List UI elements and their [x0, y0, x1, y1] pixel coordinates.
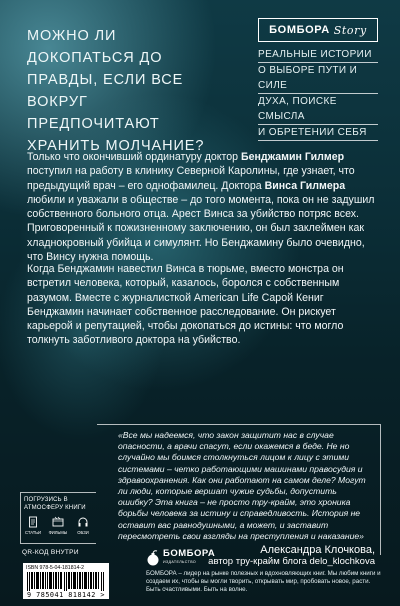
- headphones-icon: [77, 516, 89, 528]
- synopsis-text: любили и уважали в обществе – до того момента, пока он не задушил собственного больного отца. Арест Винса за убийство потряс всех. Приговоренный к пожизненному заключению, он был заклеймен как хладнокровный убийца и симулянт. Но Бенджамину было очевидно, что Винсу нужна помощь.: [27, 193, 375, 264]
- publisher-logo: [146, 549, 216, 567]
- antagonist-name: Винса Гилмера: [264, 179, 346, 192]
- series-logo: [258, 18, 378, 42]
- immerse-item-articles: [22, 516, 44, 535]
- publisher-name: БОМБОРА: [163, 548, 216, 559]
- qr-label: QR-КОД ВНУТРИ: [22, 549, 79, 556]
- tagline-line: РЕАЛЬНЫЕ ИСТОРИИ: [258, 47, 378, 63]
- publisher-sub: ИЗДАТЕЛЬСТВО: [163, 560, 197, 564]
- immerse-item-films: [47, 516, 69, 535]
- review-quote: «Все мы надеемся, что закон защитит нас в случае опасности, а врачи спасут, если окажемся в беде. Не но случайно мы боимся столкнуться лицом к лицу с этими системами – четко работающими машинами правосудия и здравоохранения. Как они работают на самом деле? Могут ли люди, которые вершат чужие судьбы, допустить ошибку? Эта книга – не просто тру-крайм, это хроника борьбы человека за истину и справедливость. История не оставит вас равнодушными, а может, и заставит пересмотреть свои взгляды на преступления и наказание»: [118, 430, 366, 541]
- publisher-name-block: [163, 549, 215, 567]
- protagonist-name: Бенджамин Гилмер: [241, 151, 345, 163]
- immerse-item-label: ОБЗИ: [77, 530, 89, 535]
- immerse-item-label: ФИЛЬМЫ: [48, 530, 68, 535]
- series-brand-story: Story: [333, 23, 367, 37]
- immerse-title: ПОГРУЗИСЬ В АТМОСФЕРУ КНИГИ: [24, 497, 86, 511]
- series-tagline: [258, 47, 378, 141]
- synopsis-paragraph-2: Когда Бенджамин навестил Винса в тюрьме, вместо монстра он встретил человека, который, казалось, боролся с собственным разумом. Вместе с журналисткой American Life Сарой Кениг Бенджамин начинает собственное расследование. Он рискует карьерой и репутацией, чтобы докопаться до истины: что могло толкнуть заботливого доктора на убийство.: [27, 263, 344, 347]
- isbn-text: ISBN 978-5-04-181814-2: [26, 565, 84, 571]
- isbn-number: 9 785041 818142 >: [26, 591, 106, 599]
- immerse-icons: [22, 516, 94, 535]
- barcode-icon: [27, 572, 105, 591]
- publisher-footer: БОМБОРА – лидер на рынке полезных и вдохновляющих книг. Мы любим книги и создаем их, чтобы вы могли творить, открывать мир, пробовать новое, расти. Быть счастливыми. Быть на волне.: [146, 570, 381, 594]
- author-name: Александра Клочкова,: [260, 544, 375, 556]
- isbn-barcode: [23, 563, 109, 599]
- synopsis-text: поступил на работу в клинику Северной Каролины, где узнает, что предыдущий врач – его однофамилец. Доктора: [27, 165, 355, 192]
- series-brand-name: БОМБОРА: [269, 24, 330, 36]
- bomb-icon: [146, 550, 160, 567]
- author-role: автор тру-крайм блога delo_klochkova: [208, 556, 375, 567]
- film-icon: [52, 516, 64, 528]
- tagline-line: ДУХА, ПОИСКЕ СМЫСЛА: [258, 94, 378, 125]
- tagline-line: О ВЫБОРЕ ПУТИ И СИЛЕ: [258, 63, 378, 94]
- tagline-line: И ОБРЕТЕНИИ СЕБЯ: [258, 125, 378, 141]
- immerse-item-label: СТАТЬИ: [24, 530, 42, 535]
- cover-question: МОЖНО ЛИ ДОКОПАТЬСЯ ДО ПРАВДЫ, ЕСЛИ ВСЕ ВОКРУГ ПРЕДПОЧИТАЮТ ХРАНИТЬ МОЛЧАНИЕ?: [27, 28, 205, 154]
- immerse-item-reviews: [72, 516, 94, 535]
- synopsis-paragraph-1: [27, 150, 383, 264]
- document-icon: [27, 516, 39, 528]
- synopsis-text: Только что окончивший ординатуру доктор: [27, 151, 242, 163]
